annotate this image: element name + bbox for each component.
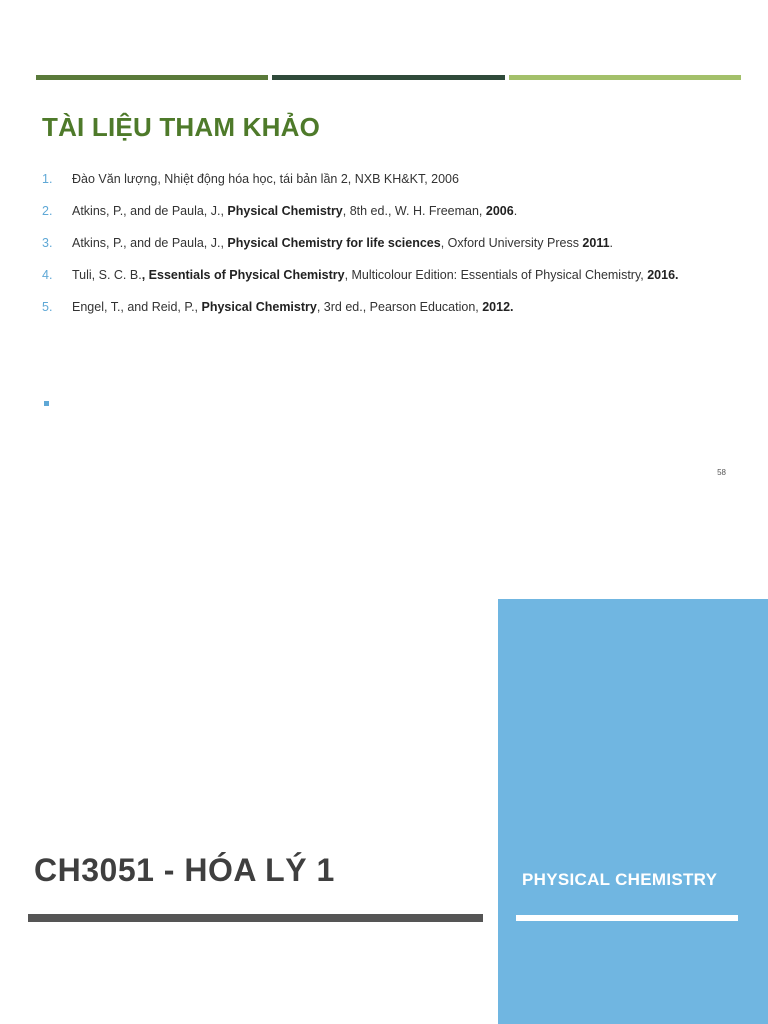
reference-part: , 3rd ed., Pearson Education, <box>316 300 483 314</box>
reference-bold-part: Physical Chemistry <box>227 204 343 218</box>
course-title-underline <box>28 914 483 922</box>
reference-bold-part: 2012. <box>482 300 514 314</box>
reference-item <box>42 266 732 298</box>
reference-bold-part: 2016. <box>647 268 679 282</box>
reference-item <box>42 298 732 330</box>
reference-part: Atkins, P., and de Paula, J., <box>72 204 228 218</box>
reference-part: Đào Văn lượng, Nhiệt động hóa học, tái bản lần 2, NXB KH&KT, 2006 <box>72 172 459 186</box>
reference-list <box>42 170 732 330</box>
reference-part: Atkins, P., and de Paula, J., <box>72 236 228 250</box>
reference-part: Tuli, S. C. B. <box>72 268 142 282</box>
reference-part: , Oxford University Press <box>440 236 583 250</box>
empty-bullet <box>44 401 49 406</box>
reference-text <box>72 170 459 202</box>
reference-text <box>72 202 517 234</box>
reference-number: 2. <box>42 204 53 218</box>
reference-text <box>72 234 613 266</box>
reference-bold-part: , Essentials of Physical Chemistry <box>141 268 345 282</box>
reference-bold-part: 2011 <box>582 236 610 250</box>
top-bar-right <box>509 75 741 80</box>
reference-number: 5. <box>42 300 53 314</box>
reference-part: , Multicolour Edition: Essentials of Physical Chemistry, <box>344 268 648 282</box>
reference-text <box>72 266 679 298</box>
top-bar-middle <box>272 75 504 80</box>
reference-item <box>42 202 732 234</box>
reference-number: 1. <box>42 172 53 186</box>
reference-text <box>72 298 514 330</box>
side-panel-underline <box>516 915 738 921</box>
reference-part: . <box>609 236 614 250</box>
course-title: CH3051 - HÓA LÝ 1 <box>34 852 335 888</box>
side-panel <box>498 599 768 1024</box>
slide-number: 58 <box>717 468 726 477</box>
reference-item <box>42 170 732 202</box>
reference-bold-part: Physical Chemistry <box>201 300 317 314</box>
side-panel-label: PHYSICAL CHEMISTRY <box>522 870 718 889</box>
slide-title: TÀI LIỆU THAM KHẢO <box>42 112 321 142</box>
reference-bold-part: 2006 <box>485 204 514 218</box>
reference-part: Engel, T., and Reid, P., <box>72 300 202 314</box>
reference-number: 3. <box>42 236 53 250</box>
reference-part: , 8th ed., W. H. Freeman, <box>342 204 486 218</box>
reference-number: 4. <box>42 268 53 282</box>
reference-item <box>42 234 732 266</box>
reference-bold-part: Physical Chemistry for life sciences <box>227 236 441 250</box>
reference-part: . <box>513 204 518 218</box>
top-bar-left <box>36 75 268 80</box>
top-decorative-bars <box>36 75 741 80</box>
